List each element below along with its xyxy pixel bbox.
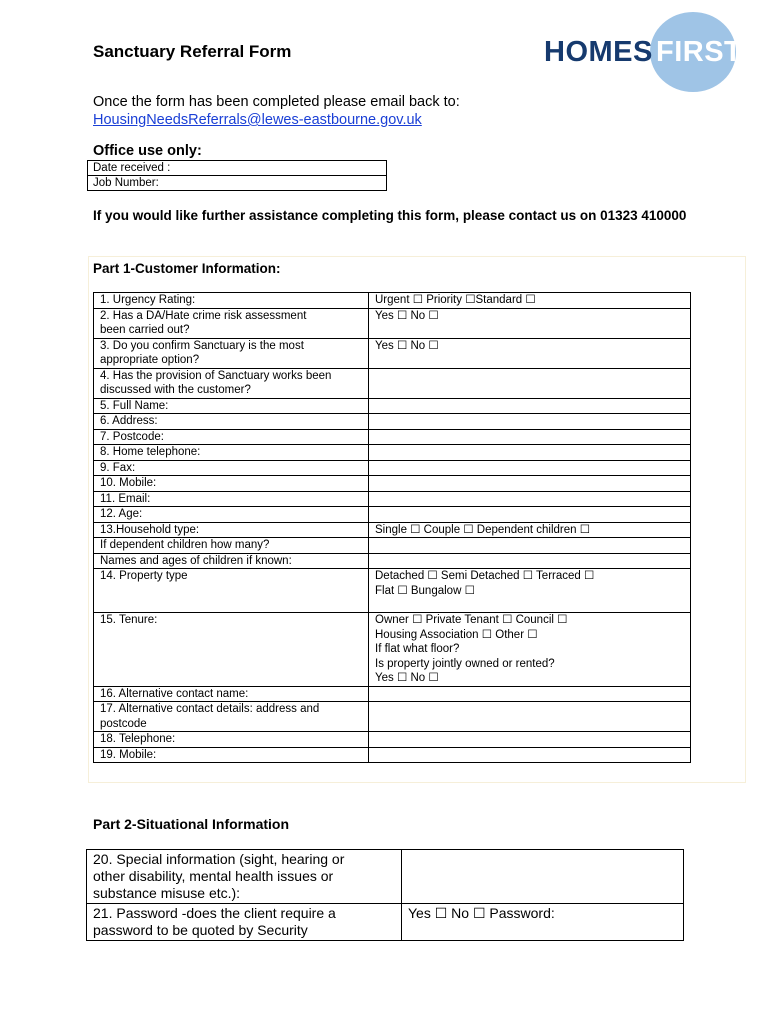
- field-label: [94, 293, 369, 309]
- field-value[interactable]: [369, 613, 691, 687]
- field-label: [94, 702, 369, 732]
- table-row: [94, 686, 691, 702]
- field-value[interactable]: [369, 429, 691, 445]
- situational-info-table: [86, 849, 684, 941]
- label-line: 4. Has the provision of Sanctuary works been: [100, 369, 332, 382]
- label-line: 8. Home telephone:: [100, 446, 201, 458]
- label-line: 9. Fax:: [100, 461, 136, 474]
- email-link[interactable]: HousingNeedsReferrals@lewes-eastbourne.gov.uk: [93, 112, 422, 128]
- date-received-field[interactable]: Date received :: [88, 161, 387, 176]
- label-line: 19. Mobile:: [100, 748, 157, 761]
- part1-heading: Part 1-Customer Information:: [93, 261, 281, 276]
- field-value[interactable]: [369, 445, 691, 461]
- field-label: [94, 569, 369, 613]
- table-row: [94, 569, 691, 613]
- value-line: Owner ☐ Private Tenant ☐ Council ☐: [375, 614, 568, 626]
- field-label: [94, 338, 369, 368]
- label-line: If dependent children how many?: [100, 539, 270, 551]
- table-row: [94, 460, 691, 476]
- label-line: been carried out?: [100, 324, 190, 336]
- label-line: 6. Address:: [100, 415, 158, 427]
- field-label: [94, 476, 369, 492]
- table-row: [94, 338, 691, 368]
- form-title: Sanctuary Referral Form: [93, 42, 292, 61]
- table-row: [94, 522, 691, 538]
- field-value[interactable]: [369, 522, 691, 538]
- field-label: [87, 850, 402, 904]
- label-line: 18. Telephone:: [100, 733, 176, 745]
- label-line: postcode: [100, 717, 147, 730]
- value-line: Yes ☐ No ☐: [375, 339, 439, 352]
- label-line: password to be quoted by Security: [93, 922, 308, 938]
- table-row: [87, 904, 684, 941]
- field-label: [94, 686, 369, 702]
- field-value[interactable]: [369, 553, 691, 569]
- job-number-field[interactable]: Job Number:: [88, 176, 387, 191]
- value-line: Detached ☐ Semi Detached ☐ Terraced ☐: [375, 570, 595, 582]
- field-value[interactable]: [369, 308, 691, 338]
- label-line: 3. Do you confirm Sanctuary is the most: [100, 339, 304, 352]
- table-row: [94, 398, 691, 414]
- field-label: [94, 414, 369, 430]
- field-label: [94, 445, 369, 461]
- table-row: [94, 747, 691, 763]
- field-value[interactable]: [402, 850, 684, 904]
- table-row: [94, 507, 691, 523]
- table-row: [94, 538, 691, 554]
- table-row: [94, 553, 691, 569]
- field-value[interactable]: [369, 686, 691, 702]
- label-line: 7. Postcode:: [100, 430, 164, 443]
- value-line: Flat ☐ Bungalow ☐: [375, 584, 475, 597]
- label-line: substance misuse etc.):: [93, 885, 241, 901]
- field-label: [94, 522, 369, 538]
- label-line: 2. Has a DA/Hate crime risk assessment: [100, 309, 307, 322]
- table-row: [94, 732, 691, 748]
- label-line: 20. Special information (sight, hearing or: [93, 851, 345, 867]
- homes-first-logo: [544, 12, 743, 92]
- label-line: 16. Alternative contact name:: [100, 687, 249, 700]
- table-row: [94, 702, 691, 732]
- table-row: [94, 308, 691, 338]
- value-line: Yes ☐ No ☐ Password:: [408, 905, 555, 921]
- field-value[interactable]: [369, 569, 691, 613]
- intro-text: Once the form has been completed please email back to:: [93, 94, 460, 110]
- label-line: 13.Household type:: [100, 523, 200, 536]
- table-row: [94, 491, 691, 507]
- label-line: appropriate option?: [100, 354, 200, 366]
- label-line: 11. Email:: [100, 492, 151, 505]
- table-row: [94, 293, 691, 309]
- label-line: 14. Property type: [100, 570, 188, 582]
- office-use-table: [87, 160, 387, 191]
- field-value[interactable]: [369, 398, 691, 414]
- table-row: [94, 429, 691, 445]
- field-value[interactable]: [369, 414, 691, 430]
- value-line: Urgent ☐ Priority ☐Standard ☐: [375, 294, 536, 306]
- label-line: 1. Urgency Rating:: [100, 294, 196, 306]
- label-line: other disability, mental health issues or: [93, 868, 334, 884]
- label-line: 5. Full Name:: [100, 399, 169, 412]
- spacer: [375, 598, 684, 612]
- field-value[interactable]: [369, 338, 691, 368]
- field-value[interactable]: [369, 702, 691, 732]
- field-value[interactable]: [402, 904, 684, 941]
- office-use-heading: Office use only:: [93, 143, 202, 159]
- field-label: [94, 491, 369, 507]
- table-row: [94, 445, 691, 461]
- field-value[interactable]: [369, 460, 691, 476]
- table-row: [94, 613, 691, 687]
- label-line: discussed with the customer?: [100, 384, 251, 396]
- label-line: 21. Password -does the client require a: [93, 905, 336, 921]
- value-line: Yes ☐ No ☐: [375, 309, 439, 322]
- field-label: [94, 460, 369, 476]
- field-value[interactable]: [369, 491, 691, 507]
- customer-info-table: [93, 292, 691, 763]
- field-label: [94, 368, 369, 398]
- label-line: 17. Alternative contact details: address and: [100, 703, 320, 715]
- table-row: [94, 476, 691, 492]
- label-line: 12. Age:: [100, 508, 143, 520]
- field-value[interactable]: [369, 507, 691, 523]
- field-value[interactable]: [369, 538, 691, 554]
- field-label: [94, 732, 369, 748]
- label-line: Names and ages of children if known:: [100, 554, 292, 567]
- field-value[interactable]: [369, 476, 691, 492]
- field-label: [94, 507, 369, 523]
- field-value[interactable]: [369, 732, 691, 748]
- field-label: [94, 538, 369, 554]
- field-label: [94, 747, 369, 763]
- field-label: [94, 308, 369, 338]
- field-label: [94, 613, 369, 687]
- field-value[interactable]: [369, 747, 691, 763]
- intro: [93, 93, 460, 129]
- assistance-note: If you would like further assistance completing this form, please contact us on 01323 410000: [93, 208, 687, 223]
- table-row: [94, 414, 691, 430]
- field-label: [94, 429, 369, 445]
- value-line: Is property jointly owned or rented?: [375, 657, 555, 670]
- field-value[interactable]: [369, 368, 691, 398]
- table-row: [87, 850, 684, 904]
- label-line: 15. Tenure:: [100, 614, 158, 626]
- field-label: [87, 904, 402, 941]
- value-line: Housing Association ☐ Other ☐: [375, 628, 538, 641]
- table-row: [94, 368, 691, 398]
- field-label: [94, 553, 369, 569]
- label-line: 10. Mobile:: [100, 477, 157, 489]
- value-line: If flat what floor?: [375, 643, 460, 655]
- logo-first-text: FIRST: [656, 36, 743, 68]
- logo-homes-text: HOMES: [544, 36, 653, 68]
- value-line: Single ☐ Couple ☐ Dependent children ☐: [375, 523, 591, 536]
- value-line: Yes ☐ No ☐: [375, 672, 439, 684]
- field-value[interactable]: [369, 293, 691, 309]
- part2-heading: Part 2-Situational Information: [93, 816, 290, 832]
- field-label: [94, 398, 369, 414]
